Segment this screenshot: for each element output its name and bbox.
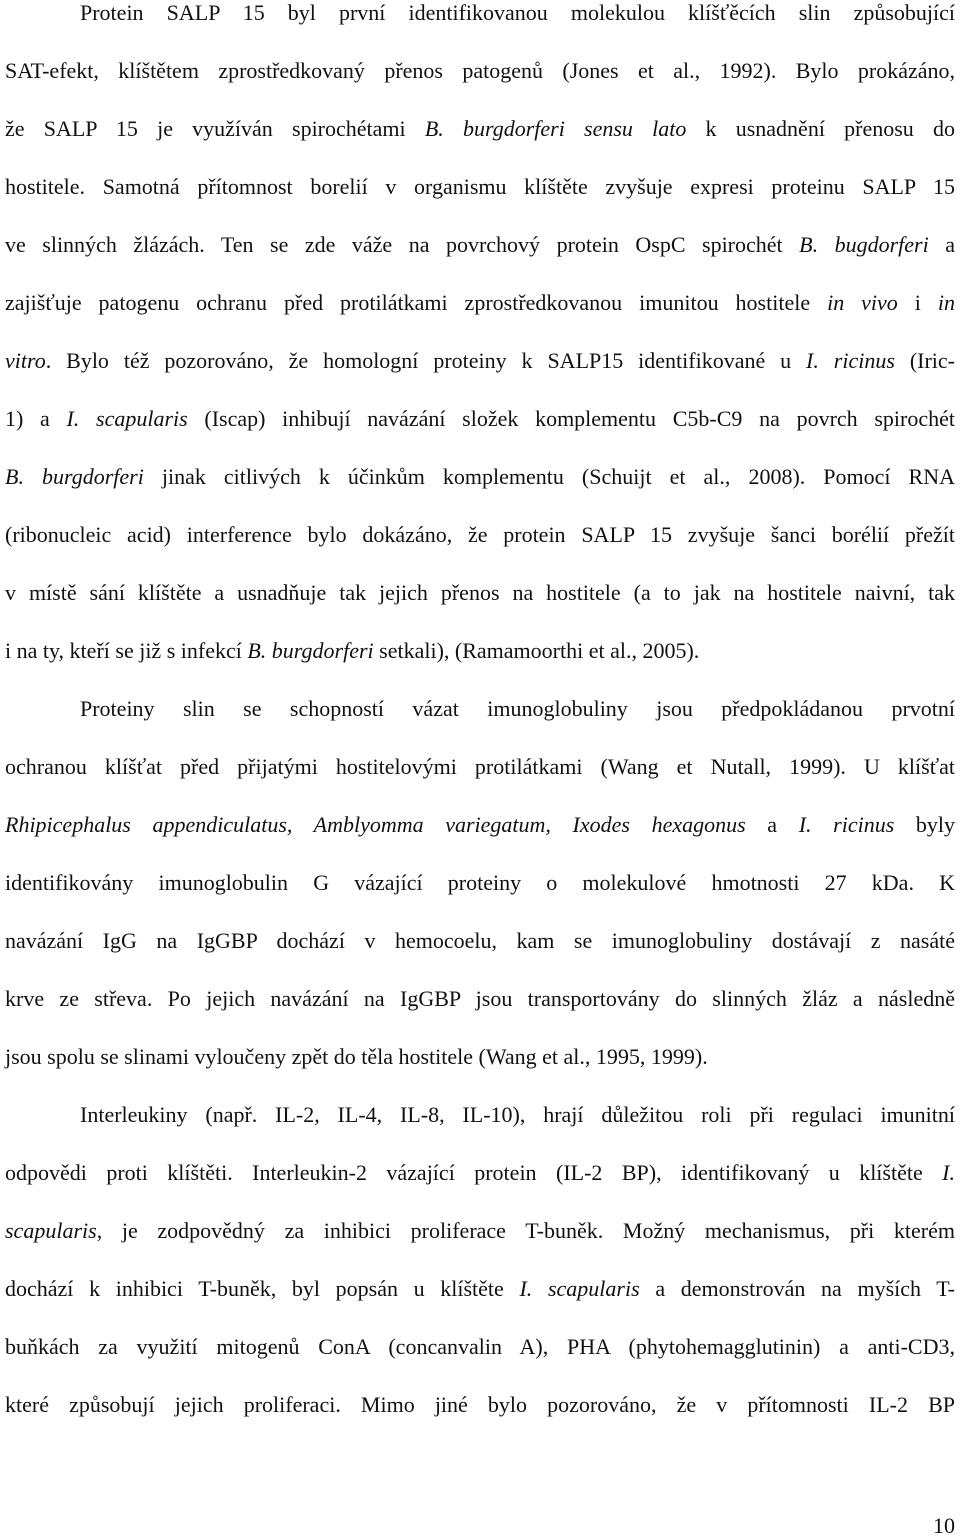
text-line: že SALP 15 je využíván spirochétami B. burgdorferi sensu lato k usnadnění přenosu do <box>5 116 955 141</box>
text-line: i na ty, kteří se již s infekcí B. burgdorferi setkali), (Ramamoorthi et al., 2005). <box>5 638 700 663</box>
text-line: B. burgdorferi jinak citlivých k účinkům komplementu (Schuijt et al., 2008). Pomocí RNA <box>5 464 955 489</box>
text-line: identifikovány imunoglobulin G vázající proteiny o molekulové hmotnosti 27 kDa. K <box>5 870 955 895</box>
page-number: 10 <box>933 1513 955 1538</box>
text-line: buňkách za využití mitogenů ConA (concanvalin A), PHA (phytohemagglutinin) a anti-CD3, <box>5 1334 955 1359</box>
text-line: ochranou klíšťat před přijatými hostitelovými protilátkami (Wang et Nutall, 1999). U klíšťat <box>5 754 955 779</box>
text-line: které způsobují jejich proliferaci. Mimo jiné bylo pozorováno, že v přítomnosti IL-2 BP <box>5 1392 955 1417</box>
text-line: zajišťuje patogenu ochranu před protilátkami zprostředkovanou imunitou hostitele in vivo i in <box>5 290 955 315</box>
text-line: Protein SALP 15 byl první identifikovanou molekulou klíšťěcích slin způsobující <box>80 0 955 25</box>
text-line: jsou spolu se slinami vyloučeny zpět do těla hostitele (Wang et al., 1995, 1999). <box>5 1044 708 1069</box>
text-line: hostitele. Samotná přítomnost borelií v organismu klíštěte zvyšuje expresi proteinu SALP 15 <box>5 174 955 199</box>
text-line: navázání IgG na IgGBP dochází v hemocoelu, kam se imunoglobuliny dostávají z nasáté <box>5 928 955 953</box>
text-line: Rhipicephalus appendiculatus, Amblyomma variegatum, Ixodes hexagonus a I. ricinus byly <box>5 812 955 837</box>
text-line: vitro. Bylo též pozorováno, že homologní proteiny k SALP15 identifikované u I. ricinus (Iric- <box>5 348 955 373</box>
text-line: 1) a I. scapularis (Iscap) inhibují navázání složek komplementu C5b-C9 na povrch spirochét <box>5 406 955 431</box>
text-line: Interleukiny (např. IL-2, IL-4, IL-8, IL-10), hrají důležitou roli při regulaci imunitní <box>80 1102 955 1127</box>
text-line: odpovědi proti klíštěti. Interleukin-2 vázající protein (IL-2 BP), identifikovaný u klíštěte I. <box>5 1160 955 1185</box>
text-line: SAT-efekt, klíštětem zprostředkovaný přenos patogenů (Jones et al., 1992). Bylo prokázáno, <box>5 58 955 83</box>
text-line: Proteiny slin se schopností vázat imunoglobuliny jsou předpokládanou prvotní <box>80 696 955 721</box>
text-line: ve slinných žlázách. Ten se zde váže na povrchový protein OspC spirochét B. bugdorferi a <box>5 232 956 257</box>
text-line: (ribonucleic acid) interference bylo dokázáno, že protein SALP 15 zvyšuje šanci borélií přežít <box>5 522 955 547</box>
text-line: scapularis, je zodpovědný za inhibici proliferace T-buněk. Možný mechanismus, při kterém <box>5 1218 955 1243</box>
text-line: krve ze střeva. Po jejich navázání na IgGBP jsou transportovány do slinných žláz a následně <box>5 986 955 1011</box>
text-line: v místě sání klíštěte a usnadňuje tak jejich přenos na hostitele (a to jak na hostitele naivní, tak <box>5 580 955 605</box>
text-line: dochází k inhibici T-buněk, byl popsán u klíštěte I. scapularis a demonstrován na myších T- <box>5 1276 956 1301</box>
